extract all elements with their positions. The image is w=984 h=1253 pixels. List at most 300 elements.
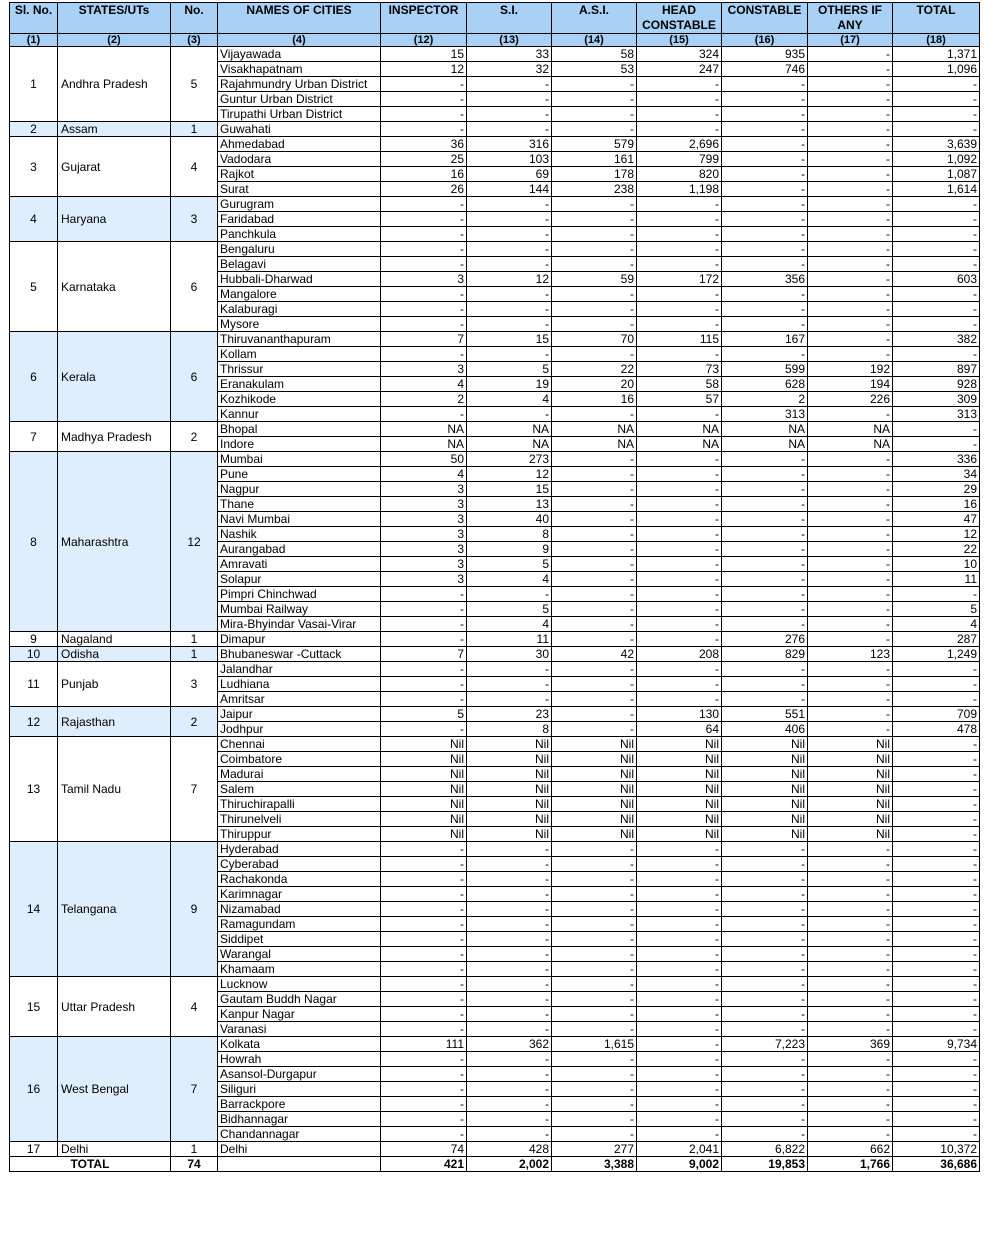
cell-others: -: [808, 902, 893, 917]
cell-head-constable: -: [637, 902, 722, 917]
cell-si: 8: [467, 527, 552, 542]
cell-asi: 579: [552, 137, 637, 152]
state-city-count: 2: [171, 422, 218, 452]
cell-head-constable: -: [637, 347, 722, 362]
cell-inspector: -: [381, 212, 467, 227]
cell-total: 603: [893, 272, 980, 287]
cell-si: -: [467, 257, 552, 272]
cell-total: -: [893, 887, 980, 902]
cell-others: -: [808, 962, 893, 977]
city-name: Delhi: [218, 1142, 381, 1157]
city-name: Ludhiana: [218, 677, 381, 692]
cell-others: -: [808, 587, 893, 602]
cell-inspector: -: [381, 1097, 467, 1112]
cell-others: -: [808, 917, 893, 932]
cell-constable: -: [722, 872, 808, 887]
cell-constable: Nil: [722, 737, 808, 752]
city-name: Navi Mumbai: [218, 512, 381, 527]
cell-others: 192: [808, 362, 893, 377]
cell-total: -: [893, 257, 980, 272]
cell-inspector: -: [381, 1022, 467, 1037]
cell-constable: NA: [722, 422, 808, 437]
cell-head-constable: Nil: [637, 827, 722, 842]
cell-inspector: -: [381, 662, 467, 677]
cell-constable: -: [722, 452, 808, 467]
cell-inspector: 26: [381, 182, 467, 197]
cell-total: -: [893, 287, 980, 302]
cell-si: 15: [467, 332, 552, 347]
cell-inspector: -: [381, 857, 467, 872]
cell-others: -: [808, 662, 893, 677]
cell-total: -: [893, 1022, 980, 1037]
city-name: Pimpri Chinchwad: [218, 587, 381, 602]
cell-others: 123: [808, 647, 893, 662]
table-row: [10, 842, 980, 857]
cell-inspector: -: [381, 887, 467, 902]
cell-total: -: [893, 302, 980, 317]
cell-others: -: [808, 302, 893, 317]
cell-head-constable: -: [637, 302, 722, 317]
cell-others: -: [808, 122, 893, 137]
city-name: Salem: [218, 782, 381, 797]
cell-inspector: 4: [381, 467, 467, 482]
cell-head-constable: Nil: [637, 812, 722, 827]
cell-head-constable: -: [637, 527, 722, 542]
cell-si: 15: [467, 482, 552, 497]
state-city-count: 3: [171, 197, 218, 242]
city-name: Thiruchirapalli: [218, 797, 381, 812]
cell-asi: -: [552, 662, 637, 677]
total-grand: 36,686: [893, 1157, 980, 1172]
cell-total: -: [893, 197, 980, 212]
cell-others: -: [808, 632, 893, 647]
cell-total: 5: [893, 602, 980, 617]
cell-constable: -: [722, 482, 808, 497]
cell-asi: -: [552, 887, 637, 902]
cell-head-constable: -: [637, 482, 722, 497]
city-name: Thirunelveli: [218, 812, 381, 827]
cell-si: -: [467, 1112, 552, 1127]
cell-si: 5: [467, 362, 552, 377]
cell-asi: -: [552, 992, 637, 1007]
cell-others: -: [808, 137, 893, 152]
state-city-count: 6: [171, 332, 218, 422]
city-name: Gautam Buddh Nagar: [218, 992, 381, 1007]
cell-others: -: [808, 692, 893, 707]
cell-si: -: [467, 917, 552, 932]
cell-total: -: [893, 587, 980, 602]
cell-total: -: [893, 347, 980, 362]
city-name: Jaipur: [218, 707, 381, 722]
cell-si: -: [467, 872, 552, 887]
cell-inspector: -: [381, 242, 467, 257]
cell-si: -: [467, 287, 552, 302]
city-name: Coimbatore: [218, 752, 381, 767]
cell-inspector: 3: [381, 542, 467, 557]
city-name: Dimapur: [218, 632, 381, 647]
state-sl-no: 15: [10, 977, 58, 1037]
cell-si: NA: [467, 437, 552, 452]
cell-constable: 167: [722, 332, 808, 347]
total-asi: 3,388: [552, 1157, 637, 1172]
cell-inspector: -: [381, 932, 467, 947]
cell-asi: -: [552, 482, 637, 497]
cell-asi: -: [552, 1022, 637, 1037]
cell-others: Nil: [808, 737, 893, 752]
cell-si: -: [467, 662, 552, 677]
cell-si: -: [467, 677, 552, 692]
table-row: [10, 332, 980, 347]
cell-total: -: [893, 977, 980, 992]
cell-constable: 7,223: [722, 1037, 808, 1052]
cell-others: -: [808, 542, 893, 557]
cell-total: 709: [893, 707, 980, 722]
cell-asi: -: [552, 1097, 637, 1112]
table-row: [10, 137, 980, 152]
cell-total: 478: [893, 722, 980, 737]
cell-total: -: [893, 1007, 980, 1022]
cell-constable: -: [722, 77, 808, 92]
header-no: No.: [171, 3, 218, 34]
city-name: Warangal: [218, 947, 381, 962]
cell-total: 9,734: [893, 1037, 980, 1052]
cell-others: Nil: [808, 782, 893, 797]
header-row: [10, 3, 980, 34]
cell-constable: 935: [722, 47, 808, 62]
table-row: [10, 1142, 980, 1157]
cell-inspector: -: [381, 992, 467, 1007]
table-body: [10, 47, 980, 1157]
cell-others: Nil: [808, 752, 893, 767]
cell-inspector: 5: [381, 707, 467, 722]
cell-inspector: 3: [381, 482, 467, 497]
cell-si: 4: [467, 392, 552, 407]
cell-others: -: [808, 197, 893, 212]
cell-inspector: -: [381, 92, 467, 107]
city-name: Pune: [218, 467, 381, 482]
state-sl-no: 2: [10, 122, 58, 137]
state-name: Karnataka: [58, 242, 171, 332]
cell-head-constable: -: [637, 1052, 722, 1067]
cell-others: -: [808, 572, 893, 587]
city-name: Kalaburagi: [218, 302, 381, 317]
table-row: [10, 47, 980, 62]
cell-total: -: [893, 857, 980, 872]
table-row: [10, 737, 980, 752]
cell-constable: Nil: [722, 812, 808, 827]
city-name: Khamaam: [218, 962, 381, 977]
cell-total: 928: [893, 377, 980, 392]
cell-asi: -: [552, 227, 637, 242]
cell-constable: NA: [722, 437, 808, 452]
cell-inspector: 2: [381, 392, 467, 407]
cell-others: -: [808, 497, 893, 512]
table-row: [10, 977, 980, 992]
state-sl-no: 3: [10, 137, 58, 197]
cell-asi: -: [552, 857, 637, 872]
cell-head-constable: -: [637, 857, 722, 872]
cell-others: -: [808, 842, 893, 857]
state-sl-no: 4: [10, 197, 58, 242]
cell-inspector: -: [381, 197, 467, 212]
cell-si: -: [467, 212, 552, 227]
cell-others: -: [808, 1052, 893, 1067]
cell-constable: -: [722, 857, 808, 872]
total-row: [10, 1157, 980, 1172]
cell-inspector: Nil: [381, 767, 467, 782]
city-name: Chandannagar: [218, 1127, 381, 1142]
cell-head-constable: -: [637, 197, 722, 212]
city-name: Mumbai Railway: [218, 602, 381, 617]
table-row: [10, 452, 980, 467]
col-num: (13): [467, 34, 552, 47]
cell-si: 33: [467, 47, 552, 62]
cell-others: -: [808, 452, 893, 467]
cell-si: 5: [467, 602, 552, 617]
col-num: (1): [10, 34, 58, 47]
cell-head-constable: 2,041: [637, 1142, 722, 1157]
cell-total: 11: [893, 572, 980, 587]
city-name: Rachakonda: [218, 872, 381, 887]
cell-asi: -: [552, 542, 637, 557]
cell-si: Nil: [467, 737, 552, 752]
police-strength-table: [9, 2, 980, 1172]
state-sl-no: 12: [10, 707, 58, 737]
col-num: (15): [637, 34, 722, 47]
state-city-count: 12: [171, 452, 218, 632]
cell-constable: 356: [722, 272, 808, 287]
cell-asi: Nil: [552, 767, 637, 782]
cell-inspector: NA: [381, 437, 467, 452]
total-count: 74: [171, 1157, 218, 1172]
cell-si: Nil: [467, 827, 552, 842]
cell-inspector: -: [381, 1127, 467, 1142]
cell-asi: 161: [552, 152, 637, 167]
cell-inspector: -: [381, 347, 467, 362]
city-name: Varanasi: [218, 1022, 381, 1037]
cell-total: -: [893, 962, 980, 977]
cell-others: -: [808, 602, 893, 617]
cell-si: -: [467, 242, 552, 257]
cell-total: -: [893, 827, 980, 842]
city-name: Rajkot: [218, 167, 381, 182]
cell-asi: -: [552, 872, 637, 887]
cell-total: 10,372: [893, 1142, 980, 1157]
cell-asi: -: [552, 512, 637, 527]
cell-si: Nil: [467, 812, 552, 827]
cell-others: -: [808, 1127, 893, 1142]
cell-total: 3,639: [893, 137, 980, 152]
cell-asi: -: [552, 197, 637, 212]
cell-asi: 70: [552, 332, 637, 347]
cell-asi: 53: [552, 62, 637, 77]
cell-others: -: [808, 332, 893, 347]
cell-si: Nil: [467, 782, 552, 797]
cell-others: -: [808, 1097, 893, 1112]
state-city-count: 1: [171, 632, 218, 647]
cell-head-constable: -: [637, 977, 722, 992]
city-name: Mira-Bhyindar Vasai-Virar: [218, 617, 381, 632]
cell-head-constable: -: [637, 77, 722, 92]
cell-inspector: 3: [381, 362, 467, 377]
cell-asi: -: [552, 467, 637, 482]
cell-constable: -: [722, 107, 808, 122]
city-name: Rajahmundry Urban District: [218, 77, 381, 92]
state-name: Gujarat: [58, 137, 171, 197]
cell-others: -: [808, 317, 893, 332]
cell-others: -: [808, 347, 893, 362]
cell-total: -: [893, 317, 980, 332]
cell-constable: -: [722, 152, 808, 167]
state-name: Haryana: [58, 197, 171, 242]
table-row: [10, 122, 980, 137]
cell-constable: -: [722, 887, 808, 902]
col-num: (16): [722, 34, 808, 47]
cell-si: -: [467, 347, 552, 362]
cell-asi: -: [552, 347, 637, 362]
cell-si: -: [467, 692, 552, 707]
cell-asi: 42: [552, 647, 637, 662]
city-name: Mumbai: [218, 452, 381, 467]
cell-total: 287: [893, 632, 980, 647]
state-city-count: 9: [171, 842, 218, 977]
cell-si: -: [467, 302, 552, 317]
cell-asi: Nil: [552, 812, 637, 827]
cell-constable: -: [722, 662, 808, 677]
state-name: Odisha: [58, 647, 171, 662]
cell-constable: -: [722, 287, 808, 302]
cell-inspector: -: [381, 1067, 467, 1082]
cell-constable: Nil: [722, 782, 808, 797]
cell-head-constable: -: [637, 662, 722, 677]
cell-total: -: [893, 797, 980, 812]
cell-head-constable: -: [637, 572, 722, 587]
state-name: Kerala: [58, 332, 171, 422]
city-name: Lucknow: [218, 977, 381, 992]
cell-asi: Nil: [552, 782, 637, 797]
state-city-count: 6: [171, 242, 218, 332]
cell-total: 336: [893, 452, 980, 467]
cell-others: Nil: [808, 812, 893, 827]
total-si: 2,002: [467, 1157, 552, 1172]
cell-head-constable: 2,696: [637, 137, 722, 152]
cell-asi: -: [552, 692, 637, 707]
cell-head-constable: -: [637, 242, 722, 257]
header-sl-no: Sl. No.: [10, 3, 58, 34]
cell-si: -: [467, 122, 552, 137]
cell-others: Nil: [808, 827, 893, 842]
cell-constable: 2: [722, 392, 808, 407]
col-num: (14): [552, 34, 637, 47]
cell-inspector: -: [381, 407, 467, 422]
state-city-count: 1: [171, 1142, 218, 1157]
cell-total: -: [893, 692, 980, 707]
cell-inspector: -: [381, 122, 467, 137]
cell-asi: 178: [552, 167, 637, 182]
cell-total: -: [893, 1112, 980, 1127]
cell-others: -: [808, 482, 893, 497]
cell-total: -: [893, 872, 980, 887]
cell-si: 13: [467, 497, 552, 512]
cell-asi: -: [552, 527, 637, 542]
state-name: Telangana: [58, 842, 171, 977]
cell-si: -: [467, 107, 552, 122]
cell-others: -: [808, 947, 893, 962]
cell-others: -: [808, 857, 893, 872]
cell-total: 1,096: [893, 62, 980, 77]
cell-constable: -: [722, 947, 808, 962]
cell-inspector: -: [381, 872, 467, 887]
cell-si: -: [467, 1022, 552, 1037]
cell-head-constable: -: [637, 932, 722, 947]
cell-inspector: 4: [381, 377, 467, 392]
cell-total: 47: [893, 512, 980, 527]
cell-si: 12: [467, 272, 552, 287]
city-name: Faridabad: [218, 212, 381, 227]
cell-head-constable: 73: [637, 362, 722, 377]
cell-head-constable: -: [637, 872, 722, 887]
city-name: Jodhpur: [218, 722, 381, 737]
cell-asi: -: [552, 587, 637, 602]
col-num: (17): [808, 34, 893, 47]
cell-constable: -: [722, 962, 808, 977]
cell-constable: -: [722, 677, 808, 692]
cell-others: -: [808, 272, 893, 287]
cell-si: 12: [467, 467, 552, 482]
cell-inspector: 3: [381, 512, 467, 527]
cell-head-constable: -: [637, 992, 722, 1007]
city-name: Karimnagar: [218, 887, 381, 902]
cell-others: -: [808, 932, 893, 947]
cell-head-constable: -: [637, 92, 722, 107]
cell-head-constable: -: [637, 1022, 722, 1037]
cell-constable: -: [722, 587, 808, 602]
cell-constable: -: [722, 1112, 808, 1127]
cell-head-constable: 115: [637, 332, 722, 347]
cell-si: 103: [467, 152, 552, 167]
cell-head-constable: 172: [637, 272, 722, 287]
cell-si: -: [467, 1127, 552, 1142]
cell-others: -: [808, 227, 893, 242]
cell-constable: -: [722, 137, 808, 152]
cell-others: -: [808, 107, 893, 122]
state-name: Punjab: [58, 662, 171, 707]
city-name: Aurangabad: [218, 542, 381, 557]
header-asi: A.S.I.: [552, 3, 637, 34]
cell-constable: -: [722, 917, 808, 932]
state-name: Rajasthan: [58, 707, 171, 737]
cell-total: -: [893, 77, 980, 92]
cell-asi: -: [552, 407, 637, 422]
cell-inspector: 3: [381, 572, 467, 587]
cell-si: -: [467, 932, 552, 947]
cell-total: 29: [893, 482, 980, 497]
cell-total: 34: [893, 467, 980, 482]
cell-asi: -: [552, 617, 637, 632]
city-name: Chennai: [218, 737, 381, 752]
state-city-count: 5: [171, 47, 218, 122]
cell-inspector: -: [381, 1112, 467, 1127]
cell-si: 23: [467, 707, 552, 722]
cell-asi: -: [552, 1127, 637, 1142]
city-name: Panchkula: [218, 227, 381, 242]
city-name: Bhopal: [218, 422, 381, 437]
cell-asi: -: [552, 902, 637, 917]
cell-si: 19: [467, 377, 552, 392]
cell-constable: -: [722, 977, 808, 992]
cell-others: Nil: [808, 767, 893, 782]
state-sl-no: 10: [10, 647, 58, 662]
